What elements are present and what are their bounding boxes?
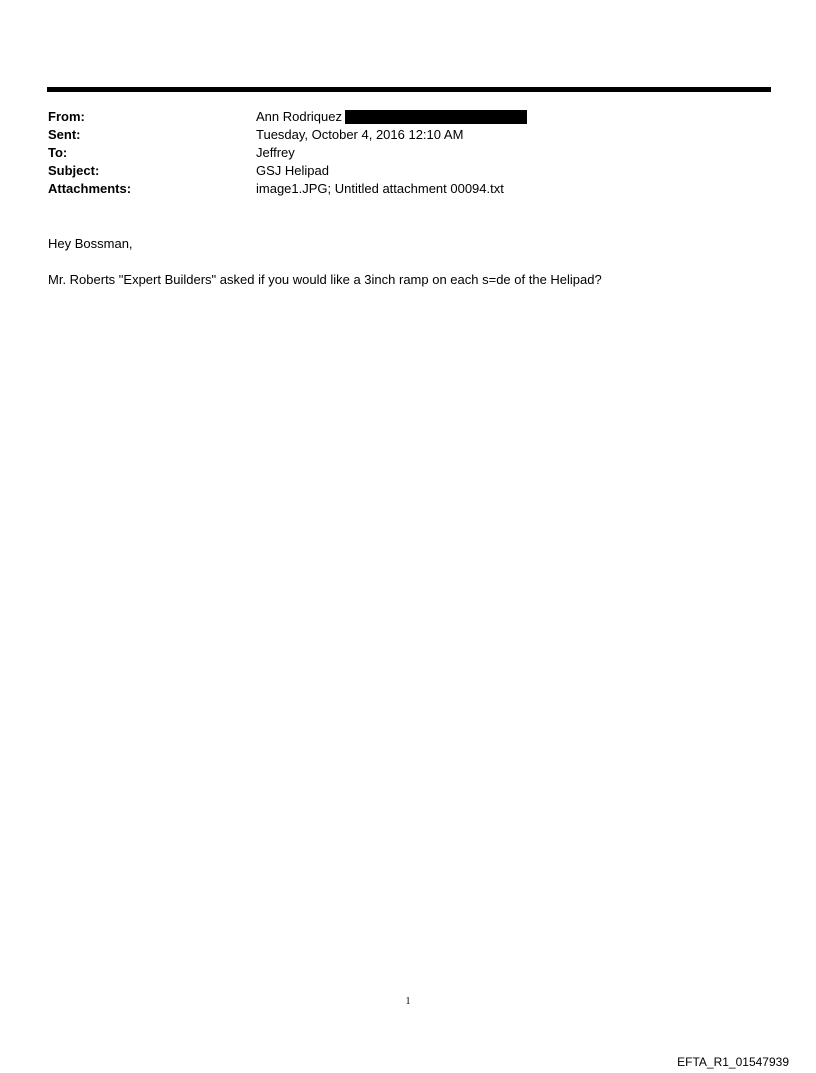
to-row: [48, 144, 768, 162]
subject-label: Subject:: [48, 163, 100, 178]
page-number: 1: [405, 996, 411, 1007]
redaction-box: [345, 110, 527, 124]
from-value: [256, 108, 527, 126]
email-greeting: Hey Bossman,: [48, 236, 133, 251]
attachments-label: Attachments:: [48, 181, 132, 196]
to-label: To:: [48, 145, 68, 160]
sent-value: Tuesday, October 4, 2016 12:10 AM: [256, 127, 464, 142]
from-name: Ann Rodriquez: [256, 109, 342, 124]
sent-row: [48, 126, 768, 144]
attachments-row: [48, 180, 768, 198]
from-label: From:: [48, 109, 85, 124]
email-message: Mr. Roberts "Expert Builders" asked if you would like a 3inch ramp on each s=de of the Helipad?: [48, 272, 602, 287]
from-row: [48, 108, 768, 126]
header-divider: [47, 87, 771, 92]
sent-label: Sent:: [48, 127, 81, 142]
attachments-value: image1.JPG; Untitled attachment 00094.txt: [256, 181, 504, 196]
to-value: Jeffrey: [256, 145, 295, 160]
subject-value: GSJ Helipad: [256, 163, 329, 178]
email-header: [48, 108, 768, 198]
subject-row: [48, 162, 768, 180]
document-id: EFTA_R1_01547939: [677, 1055, 789, 1069]
